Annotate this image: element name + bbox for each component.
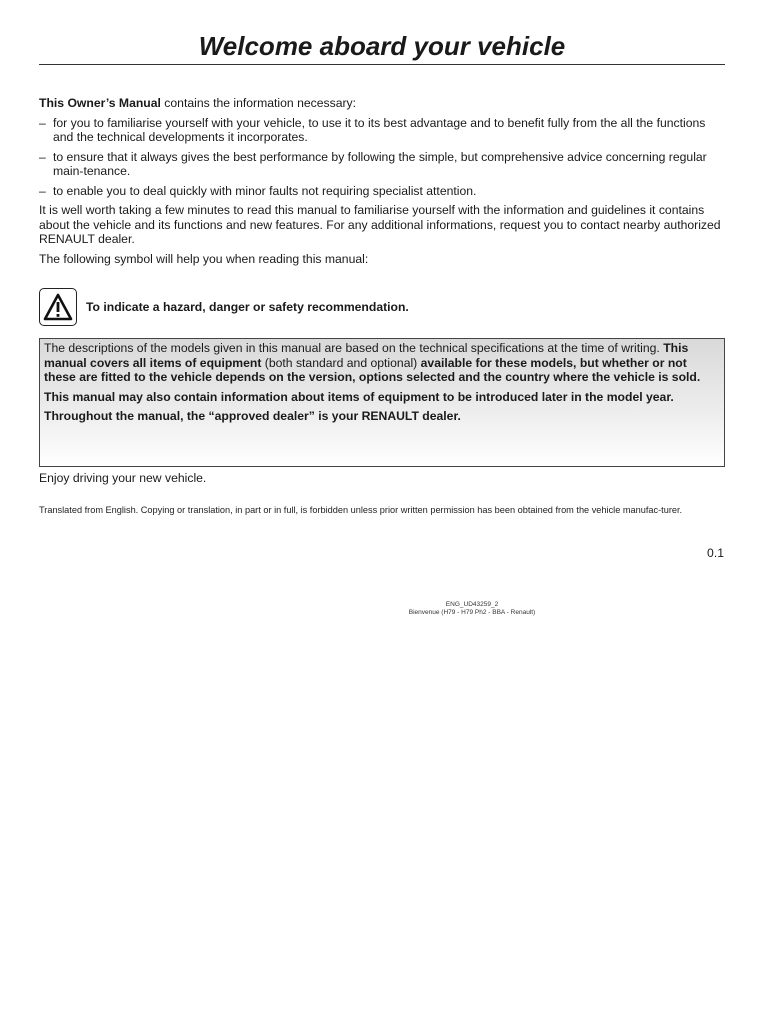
list-item-text: to enable you to deal quickly with minor faults not requiring specialist attention. xyxy=(53,183,477,198)
notice-text-bold: This manual covers all items of equipment xyxy=(44,341,689,370)
legal-notice: Translated from English. Copying or translation, in part or in full, is forbidden unless prior written permission has been obtained from the vehicle manufac-turer. xyxy=(39,505,683,515)
purpose-list xyxy=(39,116,725,199)
manual-page xyxy=(39,30,725,516)
notice-box xyxy=(39,338,725,467)
intro-section xyxy=(39,96,725,266)
symbol-description: To indicate a hazard, danger or safety recommendation. xyxy=(86,300,409,314)
notice-paragraph-2: This manual may also contain information about items of equipment to be introduced later in the model year. xyxy=(44,389,674,404)
intro-lead-bold: This Owner’s Manual xyxy=(39,96,161,110)
list-item xyxy=(39,116,725,145)
list-item-text: for you to familiarise yourself with your vehicle, to use it to its best advantage and to benefit fully from the all the functions and the technical developments it incorporates. xyxy=(53,115,706,144)
intro-lead-rest: contains the information necessary: xyxy=(160,96,357,110)
page-title: Welcome aboard your vehicle xyxy=(39,30,725,65)
notice-text: (both standard and optional) xyxy=(261,355,421,370)
page-number: 0.1 xyxy=(707,546,724,560)
document-code-line-2: Bienvenue (H79 - H79 Ph2 - BBA - Renault) xyxy=(408,609,536,616)
warning-triangle-icon xyxy=(39,288,77,326)
closing-line: Enjoy driving your new vehicle. xyxy=(39,471,207,485)
dash-marker: – xyxy=(39,183,46,198)
intro-paragraph: It is well worth taking a few minutes to read this manual to familiarise yourself with the information and guidelines it contains about the vehicle and its functions and new features. For any additional informations, request you to contact nearby authorized RENAULT dealer. xyxy=(39,203,721,246)
dash-marker: – xyxy=(39,149,46,164)
document-code xyxy=(400,601,544,617)
dash-marker: – xyxy=(39,115,46,130)
list-item xyxy=(39,150,725,179)
notice-paragraph-1 xyxy=(44,341,720,385)
list-item-text: to ensure that it always gives the best performance by following the simple, but comprehensive advice concerning regular main-tenance. xyxy=(53,149,707,178)
notice-text-bold: available for these models, but whether or not these are fitted to the vehicle depends on the version, options selected and the country where the vehicle is sold. xyxy=(44,355,701,384)
intro-lead xyxy=(39,96,725,111)
list-item xyxy=(39,184,725,199)
symbol-intro: The following symbol will help you when reading this manual: xyxy=(39,251,369,266)
notice-text: The descriptions of the models given in this manual are based on the technical specifications at the time of writing. xyxy=(44,341,664,355)
notice-paragraph-3: Throughout the manual, the “approved dealer” is your RENAULT dealer. xyxy=(44,409,461,423)
document-code-line-1: ENG_UD43259_2 xyxy=(445,601,499,608)
symbol-legend xyxy=(39,286,725,328)
